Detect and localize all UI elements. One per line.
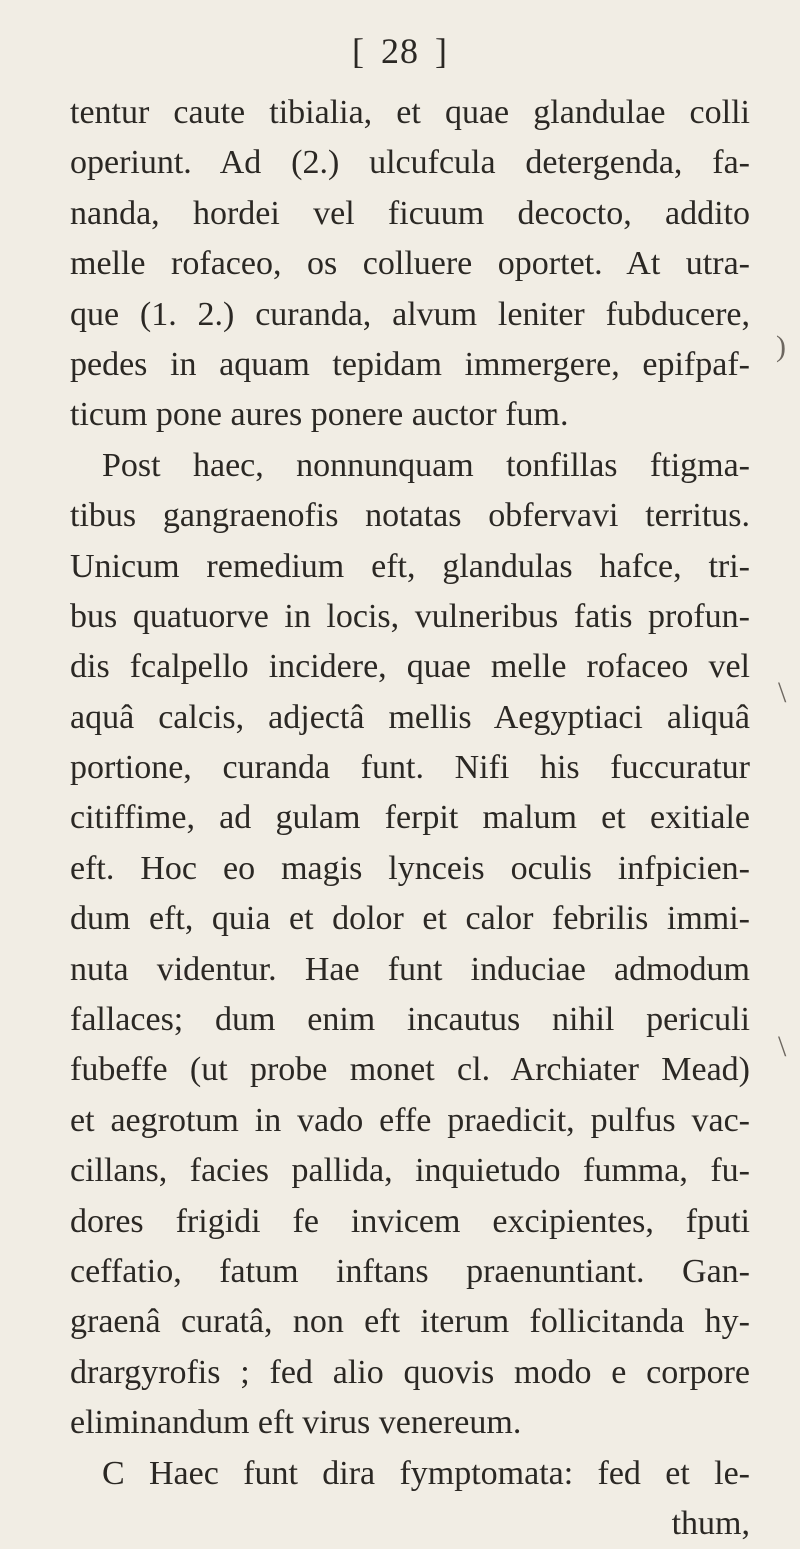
page-header	[0, 30, 800, 72]
text-line: citiffime, ad gulam ferpit malum et exitiale	[70, 799, 750, 837]
bracket-open: [	[352, 31, 365, 71]
text-line: drargyrofis ; fed alio quovis modo e corpore	[70, 1353, 750, 1391]
text-line: fallaces; dum enim incautus nihil periculi	[70, 1001, 750, 1039]
text-line: operiunt. Ad (2.) ulcufcula detergenda, fa-	[70, 144, 750, 182]
text-line: Post haec, nonnunquam tonfillas ftigma-	[102, 446, 750, 484]
page-number: 28	[381, 31, 419, 71]
margin-mark: \	[778, 1030, 787, 1063]
text-line: tentur caute tibialia, et quae glandulae colli	[70, 94, 750, 131]
text-line: eft. Hoc eo magis lynceis oculis infpicien-	[70, 849, 750, 887]
text-line: nuta videntur. Hae funt induciae admodum	[70, 950, 750, 988]
text-line: dores frigidi fe invicem excipientes, fputi	[70, 1202, 750, 1240]
body-text	[70, 88, 750, 1549]
text-line: C Haec funt dira fymptomata: fed et le-	[102, 1454, 750, 1492]
text-line: bus quatuorve in locis, vulneribus fatis profun-	[70, 597, 750, 635]
text-line: pedes in aquam tepidam immergere, epifpaf-	[70, 345, 750, 383]
text-line: cillans, facies pallida, inquietudo fumma, fu-	[70, 1152, 750, 1190]
text-line: aquâ calcis, adjectâ mellis Aegyptiaci aliquâ	[70, 698, 750, 736]
text-line: fubeffe (ut probe monet cl. Archiater Mead)	[70, 1051, 750, 1089]
text-line: Unicum remedium eft, glandulas hafce, tri-	[70, 547, 750, 585]
catchword: thum,	[671, 1504, 750, 1542]
text-line: dis fcalpello incidere, quae melle rofaceo vel	[70, 648, 750, 686]
margin-mark: \	[778, 676, 787, 709]
margin-mark: )	[776, 330, 786, 363]
text-line: melle rofaceo, os colluere oportet. At utra-	[70, 245, 750, 283]
text-line: et aegrotum in vado effe praedicit, pulfus vac-	[70, 1101, 750, 1139]
text-line: dum eft, quia et dolor et calor febrilis immi-	[70, 900, 750, 938]
text-line: graenâ curatâ, non eft iterum follicitanda hy-	[70, 1303, 750, 1341]
text-line: nanda, hordei vel ficuum decocto, addito	[70, 194, 750, 232]
text-line: portione, curanda funt. Nifi his fuccuratur	[70, 749, 750, 787]
text-line: ticum pone aures ponere auctor fum.	[70, 396, 569, 434]
bracket-close: ]	[435, 31, 448, 71]
text-line: ceffatio, fatum inftans praenuntiant. Gan-	[70, 1252, 750, 1290]
text-line: tibus gangraenofis notatas obfervavi territus.	[70, 497, 750, 535]
text-line: que (1. 2.) curanda, alvum leniter fubducere,	[70, 295, 750, 333]
text-line: eliminandum eft virus venereum.	[70, 1404, 522, 1442]
